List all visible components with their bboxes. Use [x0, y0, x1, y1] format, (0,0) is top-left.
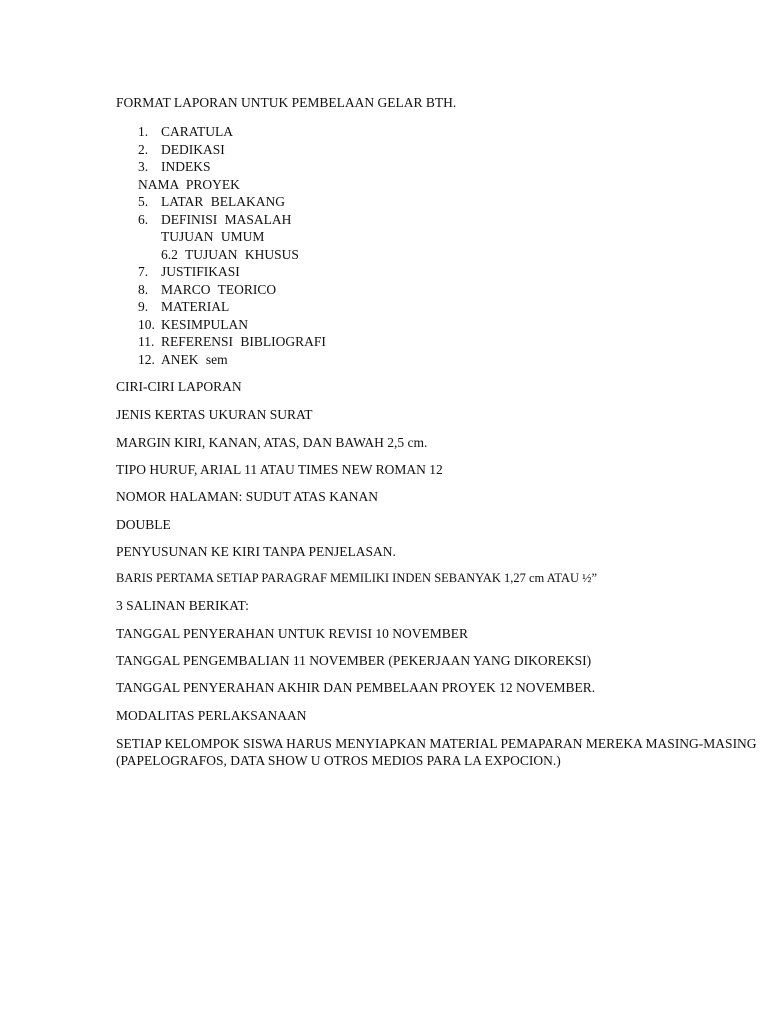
paragraph: JENIS KERTAS UKURAN SURAT [116, 407, 313, 422]
list-number: 1. [138, 124, 149, 139]
list-text: MATERIAL [161, 299, 230, 314]
list-item [116, 123, 716, 141]
list-item [116, 298, 716, 316]
paragraph: TIPO HURUF, ARIAL 11 ATAU TIMES NEW ROMAN 12 [116, 462, 443, 477]
list-text: REFERENSI BIBLIOGRAFI [161, 334, 326, 349]
list-number: 11. [138, 334, 155, 349]
list-number: 9. [138, 299, 149, 314]
document-title: FORMAT LAPORAN UNTUK PEMBELAAN GELAR BTH. [116, 95, 457, 110]
list-text: ANEK sem [161, 351, 228, 367]
list-text: JUSTIFIKASI [161, 264, 240, 279]
list-text: NAMA PROYEK [138, 176, 240, 192]
list-text: LATAR BELAKANG [161, 194, 286, 209]
paragraph: 3 SALINAN BERIKAT: [116, 598, 249, 613]
list-text: CARATULA [161, 124, 234, 139]
list-text: 6.2 TUJUAN KHUSUS [161, 246, 299, 262]
list-number: 2. [138, 141, 149, 157]
list-subitem [116, 228, 716, 246]
contents-list [116, 123, 716, 368]
paragraph: BARIS PERTAMA SETIAP PARAGRAF MEMILIKI INDEN SEBANYAK 1,27 cm ATAU ½” [116, 571, 598, 585]
list-text: DEDIKASI [161, 141, 225, 157]
list-text: TUJUAN UMUM [161, 229, 265, 244]
list-subitem [116, 246, 716, 264]
list-item [116, 333, 716, 351]
list-item [116, 141, 716, 159]
list-text: MARCO TEORICO [161, 281, 277, 297]
list-item [116, 176, 716, 194]
list-number: 5. [138, 194, 149, 209]
paragraph: NOMOR HALAMAN: SUDUT ATAS KANAN [116, 489, 378, 504]
list-number: 3. [138, 159, 149, 174]
paragraph: DOUBLE [116, 517, 171, 532]
list-text: KESIMPULAN [161, 316, 249, 332]
list-item [116, 193, 716, 211]
list-item [116, 316, 716, 334]
list-item [116, 281, 716, 299]
paragraph: MARGIN KIRI, KANAN, ATAS, DAN BAWAH 2,5 cm. [116, 435, 428, 450]
list-item [116, 263, 716, 281]
paragraph: TANGGAL PENYERAHAN UNTUK REVISI 10 NOVEMBER [116, 626, 469, 641]
list-number: 6. [138, 211, 149, 227]
list-number: 8. [138, 281, 149, 297]
paragraph: CIRI-CIRI LAPORAN [116, 379, 242, 394]
list-text: DEFINISI MASALAH [161, 211, 292, 227]
list-number: 10. [138, 316, 155, 332]
list-item [116, 351, 716, 369]
list-number: 12. [138, 351, 155, 367]
list-item [116, 158, 716, 176]
paragraph: PENYUSUNAN KE KIRI TANPA PENJELASAN. [116, 544, 396, 559]
paragraph: SETIAP KELOMPOK SISWA HARUS MENYIAPKAN MATERIAL PEMAPARAN MEREKA MASING-MASING (PAPELOGRAFOS, DATA SHOW U OTROS MEDIOS PARA LA EXPOCION.) [116, 736, 757, 768]
paragraph: TANGGAL PENGEMBALIAN 11 NOVEMBER (PEKERJAAN YANG DIKOREKSI) [116, 653, 592, 668]
paragraph: MODALITAS PERLAKSANAAN [116, 708, 307, 723]
paragraph: TANGGAL PENYERAHAN AKHIR DAN PEMBELAAN PROYEK 12 NOVEMBER. [116, 680, 596, 695]
list-number: 7. [138, 264, 149, 279]
list-text: INDEKS [161, 159, 211, 174]
list-item [116, 211, 716, 229]
